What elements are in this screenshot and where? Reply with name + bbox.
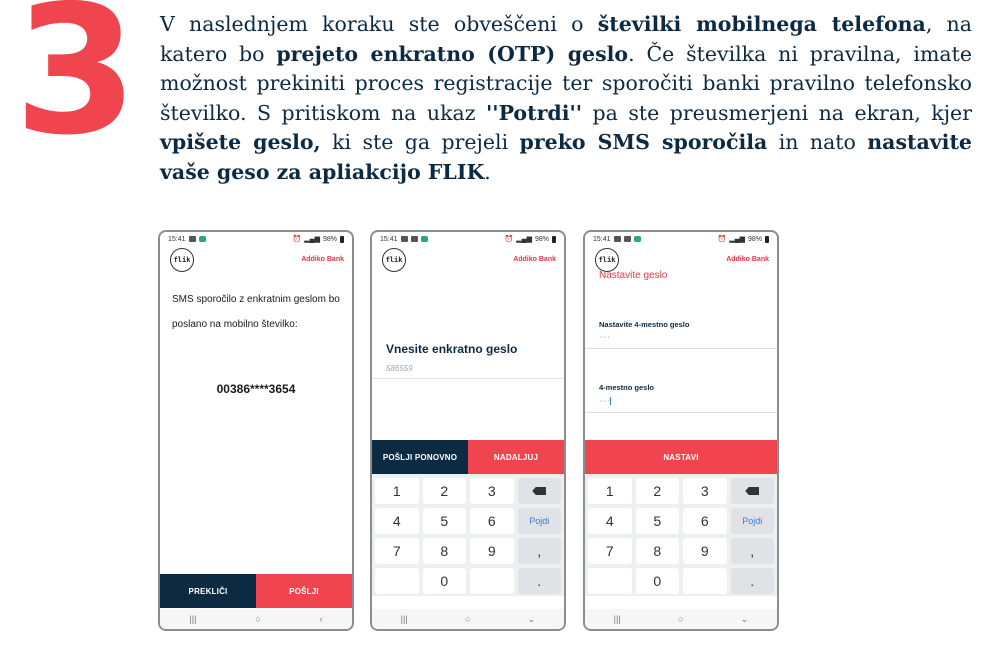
alarm-icon: ⏰: [504, 236, 514, 243]
recent-apps-button[interactable]: |||: [400, 614, 408, 624]
key-4[interactable]: 4: [375, 508, 419, 534]
confirm-password-input[interactable]: [599, 397, 611, 405]
empty-key: [375, 568, 419, 594]
key-2[interactable]: 2: [423, 478, 467, 504]
intro-paragraph: [160, 10, 972, 187]
otp-input[interactable]: 586559: [386, 364, 413, 373]
field-divider: [585, 348, 777, 349]
key-4[interactable]: 4: [588, 508, 632, 534]
backspace-icon: [745, 487, 759, 495]
step-number: 3: [14, 0, 134, 174]
numeric-keypad: [372, 474, 564, 596]
key-0[interactable]: 0: [636, 568, 680, 594]
phone-sms-screen: [158, 230, 354, 631]
signal-icon: ▂▄▆: [304, 236, 320, 243]
backspace-key[interactable]: [518, 478, 562, 504]
battery-icon: [552, 236, 556, 243]
new-password-label: Nastavite 4-mestno geslo: [599, 320, 690, 329]
empty-key: [683, 568, 727, 594]
signal-icon: ▂▄▆: [516, 236, 532, 243]
key-2[interactable]: 2: [636, 478, 680, 504]
intro-bold-sms: preko SMS sporočila: [519, 130, 768, 154]
otp-title: Vnesite enkratno geslo: [386, 342, 518, 356]
bank-logo: Addiko Bank: [726, 256, 769, 263]
flik-logo: flik: [170, 248, 194, 272]
set-password-actions: [585, 440, 777, 474]
field-divider: [585, 412, 777, 413]
continue-button[interactable]: NADALJUJ: [468, 440, 564, 474]
intro-text-4: pa ste preusmerjeni na ekran, kjer: [582, 100, 972, 125]
key-6[interactable]: 6: [683, 508, 727, 534]
bank-logo: Addiko Bank: [301, 256, 344, 263]
sms-actions: [160, 574, 352, 608]
key-0[interactable]: 0: [423, 568, 467, 594]
gallery-icon: [189, 236, 196, 242]
phone-set-password-screen: [583, 230, 779, 631]
backspace-icon: [532, 487, 546, 495]
status-bar: [585, 232, 777, 244]
flik-logo: flik: [595, 248, 619, 272]
home-button[interactable]: ○: [465, 614, 471, 624]
period-key[interactable]: .: [518, 568, 562, 594]
hide-keyboard-button[interactable]: ⌄: [740, 613, 749, 624]
intro-bold-set-password: nastavite vaše geso za apliakcijo FLIK: [160, 130, 972, 184]
intro-bold-phone-number: številki mobilnega telefona: [597, 12, 926, 36]
status-bar: [372, 232, 564, 244]
key-3[interactable]: 3: [470, 478, 514, 504]
intro-text-1: V naslednjem koraku ste obveščeni o: [160, 12, 598, 36]
send-button[interactable]: POŠLJI: [256, 574, 352, 608]
intro-bold-potrdi: ''Potrdi'': [486, 100, 583, 125]
system-nav-bar: [372, 609, 564, 629]
empty-key: [588, 568, 632, 594]
battery-level: 98%: [534, 235, 549, 243]
flik-logo: flik: [382, 248, 406, 272]
key-1[interactable]: 1: [588, 478, 632, 504]
message-icon: [401, 236, 408, 242]
go-key[interactable]: Pojdi: [518, 508, 562, 534]
key-9[interactable]: 9: [470, 538, 514, 564]
bank-logo: Addiko Bank: [513, 256, 556, 263]
intro-text-6: in nato: [767, 130, 868, 154]
battery-icon: [765, 236, 769, 243]
home-button[interactable]: ○: [255, 614, 261, 624]
intro-text-5: ki ste ga prejeli: [320, 130, 520, 154]
key-9[interactable]: 9: [683, 538, 727, 564]
period-key[interactable]: .: [731, 568, 775, 594]
set-button[interactable]: NASTAVI: [585, 440, 777, 474]
key-5[interactable]: 5: [423, 508, 467, 534]
intro-text-2: , na katero bo: [160, 12, 972, 66]
gallery-icon: [614, 236, 621, 242]
key-3[interactable]: 3: [683, 478, 727, 504]
cancel-button[interactable]: PREKLIČI: [160, 574, 256, 608]
key-7[interactable]: 7: [588, 538, 632, 564]
status-time: 15:41: [593, 235, 611, 243]
system-nav-bar: [160, 609, 352, 629]
masked-phone-number: 00386****3654: [216, 382, 296, 396]
recent-apps-button[interactable]: |||: [613, 614, 621, 624]
alarm-icon: ⏰: [292, 236, 302, 243]
empty-key: [470, 568, 514, 594]
intro-bold-enter-password: vpišete geslo,: [160, 130, 321, 154]
phone-otp-screen: [370, 230, 566, 631]
back-button[interactable]: ‹: [319, 614, 323, 624]
backspace-key[interactable]: [731, 478, 775, 504]
message-icon: [624, 236, 631, 242]
sms-message: SMS sporočilo z enkratnim geslom bo poslano na mobilno številko:: [172, 294, 340, 330]
otp-input-underline: [372, 378, 564, 379]
recent-apps-button[interactable]: |||: [189, 614, 197, 624]
otp-actions: [372, 440, 564, 474]
confirm-password-label: 4-mestno geslo: [599, 383, 655, 392]
status-time: 15:41: [168, 235, 186, 243]
key-5[interactable]: 5: [636, 508, 680, 534]
key-8[interactable]: 8: [423, 538, 467, 564]
new-password-input[interactable]: ····: [599, 334, 611, 341]
numeric-keypad: [585, 474, 777, 596]
key-8[interactable]: 8: [636, 538, 680, 564]
intro-text-3: . Če številka ni pravilna, imate možnost prekiniti proces registracije ter sporočiti banki pravilno telefonsko številko. S pritiskom na ukaz: [160, 41, 972, 125]
comma-key[interactable]: ,: [518, 538, 562, 564]
signal-icon: ▂▄▆: [729, 236, 745, 243]
key-7[interactable]: 7: [375, 538, 419, 564]
resend-button[interactable]: POŠLJI PONOVNO: [372, 440, 468, 474]
status-time: 15:41: [380, 235, 398, 243]
text-cursor: [610, 397, 611, 405]
battery-icon: [340, 236, 344, 243]
battery-level: 98%: [322, 235, 337, 243]
system-nav-bar: [585, 609, 777, 629]
intro-bold-otp: prejeto enkratno (OTP) geslo: [276, 41, 629, 66]
battery-level: 98%: [747, 235, 762, 243]
comma-key[interactable]: ,: [731, 538, 775, 564]
app-notification-icon: [634, 236, 641, 242]
set-password-title: Nastavite geslo: [599, 270, 668, 281]
app-notification-icon: [199, 236, 206, 242]
app-notification-icon: [421, 236, 428, 242]
hide-keyboard-button[interactable]: ⌄: [527, 613, 536, 624]
key-6[interactable]: 6: [470, 508, 514, 534]
status-bar: [160, 232, 352, 244]
intro-text-7: .: [484, 159, 491, 184]
alarm-icon: ⏰: [717, 236, 727, 243]
home-button[interactable]: ○: [678, 614, 684, 624]
gallery-icon: [411, 236, 418, 242]
key-1[interactable]: 1: [375, 478, 419, 504]
go-key[interactable]: Pojdi: [731, 508, 775, 534]
confirm-password-value: ····: [599, 397, 611, 405]
